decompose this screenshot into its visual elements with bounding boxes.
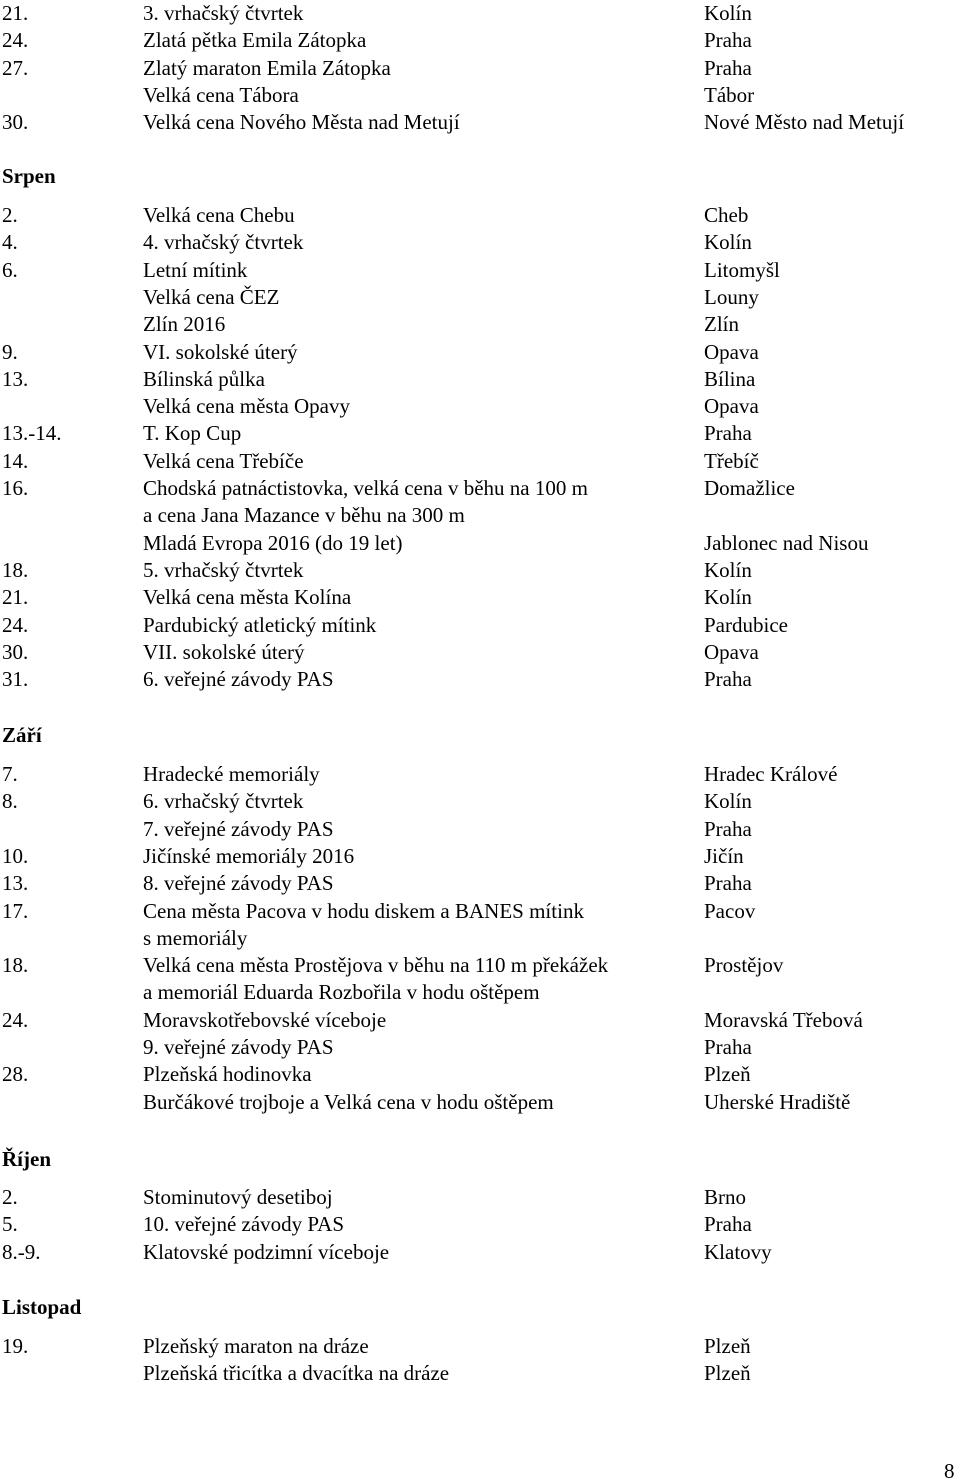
event-row: [0, 1061, 960, 1088]
event-place: Kolín: [704, 585, 752, 610]
event-date: 30.: [2, 639, 29, 664]
event-row: [0, 584, 960, 611]
event-row: [0, 284, 960, 311]
event-name: Zlatá pětka Emila Zátopka: [143, 28, 367, 53]
event-name: Cena města Pacova v hodu diskem a BANES mítink: [143, 898, 584, 923]
event-date: 27.: [2, 55, 29, 80]
event-row: [0, 55, 960, 82]
event-date: 9.: [2, 339, 18, 364]
event-place: Uherské Hradiště: [704, 1089, 851, 1114]
event-name: Velká cena Tábora: [143, 82, 299, 107]
event-place: Třebíč: [704, 448, 759, 473]
event-name: 6. veřejné závody PAS: [143, 667, 334, 692]
event-place: Litomyšl: [704, 257, 780, 282]
event-row: [0, 530, 960, 557]
event-row: [0, 502, 960, 529]
event-name: Velká cena ČEZ: [143, 284, 280, 309]
event-name: 7. veřejné závody PAS: [143, 816, 334, 841]
event-name: 9. veřejné závody PAS: [143, 1035, 334, 1059]
event-date: 18.: [2, 557, 29, 582]
month-heading: Srpen: [2, 164, 56, 188]
event-date: 24.: [2, 28, 29, 53]
event-name: 6. vrhačský čtvrtek: [143, 789, 304, 814]
event-date: 24.: [2, 612, 29, 637]
event-date: 2.: [2, 1185, 18, 1209]
event-name: 3. vrhačský čtvrtek: [143, 1, 304, 25]
event-row: [0, 257, 960, 284]
event-name: Burčákové trojboje a Velká cena v hodu oštěpem: [143, 1089, 554, 1114]
event-place: Hradec Králové: [704, 762, 838, 786]
event-name: T. Kop Cup: [143, 421, 242, 446]
event-date: 17.: [2, 898, 29, 923]
event-name: VI. sokolské úterý: [143, 339, 298, 364]
event-row: [0, 979, 960, 1006]
event-row: [0, 339, 960, 366]
event-date: 8.: [2, 789, 18, 814]
event-row: [0, 366, 960, 393]
event-date: 19.: [2, 1334, 29, 1358]
event-name: 8. veřejné závody PAS: [143, 871, 334, 896]
event-date: 6.: [2, 257, 18, 282]
event-place: Domažlice: [704, 476, 795, 500]
event-row: [0, 0, 960, 27]
page-number: 8: [944, 1459, 955, 1483]
event-name: Pardubický atletický mítink: [143, 612, 377, 637]
event-name: Chodská patnáctistovka, velká cena v běhu na 100 m: [143, 476, 588, 500]
event-row: [0, 1184, 960, 1211]
event-place: Plzeň: [704, 1334, 751, 1358]
event-row: [0, 420, 960, 447]
event-row: [0, 1360, 960, 1387]
event-row: [0, 311, 960, 338]
event-place: Jičín: [704, 843, 744, 868]
event-name: Velká cena města Prostějova v běhu na 110 m překážek: [143, 953, 609, 978]
event-name: Hradecké memoriály: [143, 762, 320, 786]
event-name: Jičínské memoriály 2016: [143, 843, 355, 868]
event-row: [0, 82, 960, 109]
event-place: Moravská Třebová: [704, 1007, 863, 1032]
event-row: [0, 1239, 960, 1266]
event-place: Opava: [704, 639, 759, 664]
event-place: Praha: [704, 1035, 752, 1059]
event-date: 5.: [2, 1212, 18, 1237]
event-place: Plzeň: [704, 1062, 751, 1087]
month-heading: Listopad: [2, 1295, 82, 1319]
event-row: [0, 816, 960, 843]
event-name: Velká cena Chebu: [143, 203, 295, 227]
event-name: 5. vrhačský čtvrtek: [143, 557, 304, 582]
event-place: Kolín: [704, 1, 752, 25]
event-place: Praha: [704, 55, 752, 80]
event-date: 8.-9.: [2, 1239, 41, 1264]
event-date: 4.: [2, 230, 18, 255]
event-row: [0, 1034, 960, 1061]
event-place: Kolín: [704, 557, 752, 582]
event-date: 28.: [2, 1062, 29, 1087]
event-row: [0, 557, 960, 584]
event-row: [0, 788, 960, 815]
event-name: Bílinská půlka: [143, 366, 265, 391]
event-name: Velká cena města Kolína: [143, 585, 352, 610]
event-place: Brno: [704, 1185, 746, 1209]
event-date: 13.: [2, 871, 29, 896]
event-place: Praha: [704, 28, 752, 53]
event-place: Zlín: [704, 312, 739, 337]
event-date: 13.: [2, 366, 29, 391]
event-date: 2.: [2, 203, 18, 227]
event-name: VII. sokolské úterý: [143, 639, 305, 664]
event-name: Stominutový desetiboj: [143, 1185, 333, 1209]
event-place: Tábor: [704, 82, 755, 107]
event-place: Praha: [704, 816, 752, 841]
event-row: [0, 1089, 960, 1116]
month-heading: Říjen: [2, 1147, 51, 1171]
event-name: Zlatý maraton Emila Zátopka: [143, 55, 391, 80]
event-place: Praha: [704, 667, 752, 692]
event-row: [0, 761, 960, 788]
event-row: [0, 202, 960, 229]
event-place: Klatovy: [704, 1239, 772, 1264]
event-name: Plzeňský maraton na dráze: [143, 1334, 369, 1358]
event-name: Zlín 2016: [143, 312, 226, 337]
event-place: Pacov: [704, 898, 756, 923]
event-name: s memoriály: [143, 925, 248, 950]
event-row: [0, 1211, 960, 1238]
event-row: [0, 925, 960, 952]
event-name: Moravskotřebovské víceboje: [143, 1007, 387, 1032]
event-row: [0, 843, 960, 870]
event-place: Kolín: [704, 789, 752, 814]
event-place: Opava: [704, 339, 759, 364]
event-row: [0, 109, 960, 136]
event-place: Kolín: [704, 230, 752, 255]
event-row: [0, 229, 960, 256]
event-place: Nové Město nad Metují: [704, 110, 905, 135]
event-place: Cheb: [704, 203, 749, 227]
event-date: 21.: [2, 1, 29, 25]
event-name: Letní mítink: [143, 257, 248, 282]
event-place: Prostějov: [704, 953, 784, 978]
event-name: a memoriál Eduarda Rozbořila v hodu oštěpem: [143, 980, 540, 1005]
event-row: [0, 448, 960, 475]
event-date: 30.: [2, 110, 29, 135]
event-name: Plzeňská třicítka a dvacítka na dráze: [143, 1361, 450, 1386]
month-heading: Září: [2, 723, 42, 747]
event-row: [0, 870, 960, 897]
event-name: Plzeňská hodinovka: [143, 1062, 312, 1087]
event-name: Velká cena Třebíče: [143, 448, 304, 473]
event-row: [0, 612, 960, 639]
event-name: a cena Jana Mazance v běhu na 300 m: [143, 503, 465, 528]
event-name: 10. veřejné závody PAS: [143, 1212, 345, 1237]
event-date: 21.: [2, 585, 29, 610]
event-row: [0, 1007, 960, 1034]
event-row: [0, 27, 960, 54]
event-date: 14.: [2, 448, 29, 473]
event-place: Bílina: [704, 366, 756, 391]
event-place: Louny: [704, 284, 759, 309]
event-row: [0, 475, 960, 502]
event-row: [0, 1333, 960, 1360]
event-date: 31.: [2, 667, 29, 692]
event-place: Pardubice: [704, 612, 788, 637]
event-name: 4. vrhačský čtvrtek: [143, 230, 304, 255]
event-place: Praha: [704, 421, 752, 446]
event-row: [0, 393, 960, 420]
event-name: Velká cena města Opavy: [143, 394, 350, 419]
event-date: 10.: [2, 843, 29, 868]
event-row: [0, 952, 960, 979]
event-date: 7.: [2, 762, 18, 786]
event-date: 13.-14.: [2, 421, 62, 446]
event-name: Klatovské podzimní víceboje: [143, 1239, 390, 1264]
event-row: [0, 898, 960, 925]
event-date: 24.: [2, 1007, 29, 1032]
event-place: Praha: [704, 1212, 752, 1237]
event-row: [0, 639, 960, 666]
event-name: Mladá Evropa 2016 (do 19 let): [143, 530, 403, 555]
event-date: 18.: [2, 953, 29, 978]
event-place: Jablonec nad Nisou: [704, 530, 869, 555]
event-place: Praha: [704, 871, 752, 896]
event-place: Opava: [704, 394, 759, 419]
event-place: Plzeň: [704, 1361, 751, 1386]
event-name: Velká cena Nového Města nad Metují: [143, 110, 460, 135]
event-row: [0, 666, 960, 693]
event-date: 16.: [2, 476, 29, 500]
